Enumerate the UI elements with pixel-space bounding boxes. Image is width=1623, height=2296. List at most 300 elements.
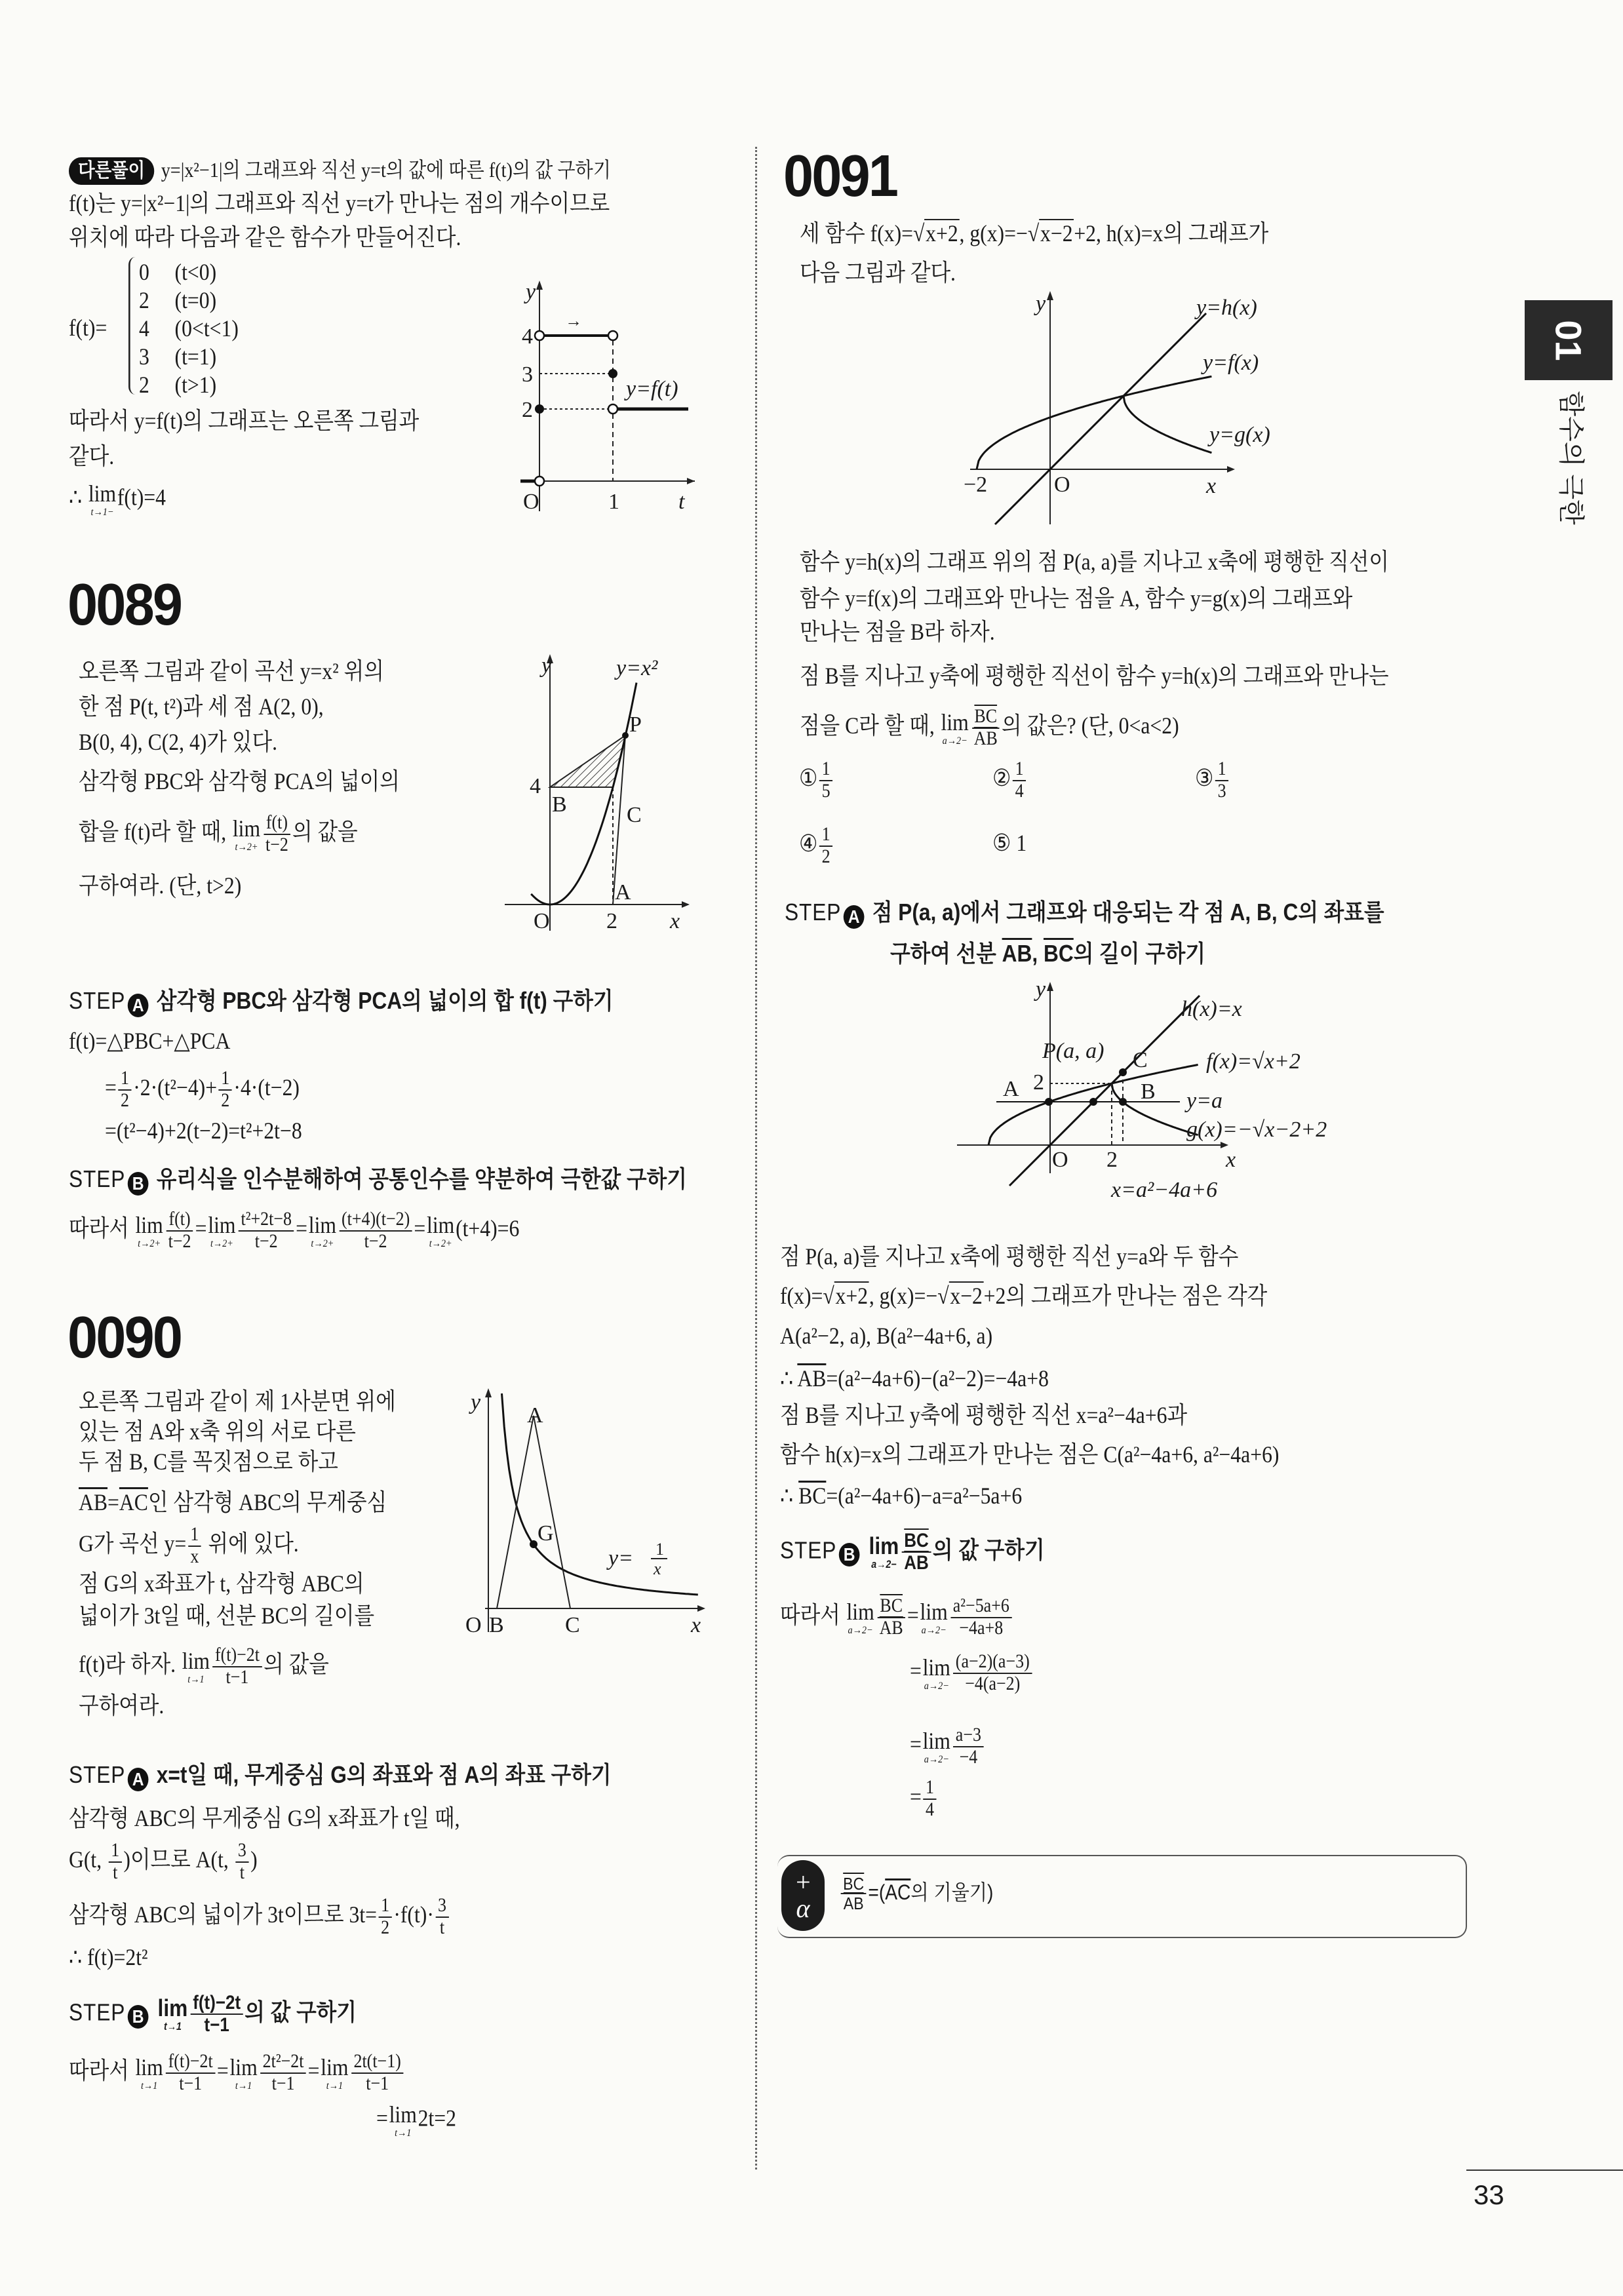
- math-text: =: [907, 1602, 919, 1629]
- numerator: f(t)−2t: [191, 1993, 243, 2015]
- limit-operator: [389, 2103, 417, 2138]
- y-axis-arrow: [536, 281, 543, 290]
- tick-2-x: 2: [1106, 1148, 1118, 1172]
- math-text: 따라서: [780, 1602, 846, 1629]
- problem-number: 0090: [68, 1305, 182, 1371]
- choice-3[interactable]: [1195, 759, 1230, 802]
- denominator: t: [239, 1861, 245, 1883]
- xb-label: x=a²−4a+6: [1111, 1178, 1218, 1202]
- case-row: 3 (t=1): [139, 343, 217, 370]
- radicand: x+2: [926, 220, 958, 246]
- point-a: [1045, 1098, 1053, 1106]
- solution-line: 삼각형 ABC의 무게중심 G의 x좌표가 t일 때,: [69, 1805, 460, 1831]
- h-label: y=h(x): [1196, 296, 1257, 320]
- math-text: 따라서: [69, 1215, 134, 1242]
- lim-word: lim: [88, 480, 117, 507]
- label-c: C: [565, 1613, 580, 1637]
- limit-operator: [208, 1213, 235, 1249]
- label-a: A: [1003, 1077, 1019, 1101]
- limit-operator: [309, 1213, 336, 1249]
- solution-line: f(t)=△PBC+△PCA: [69, 1028, 231, 1054]
- limit-operator: [920, 1600, 948, 1635]
- solution-line: [69, 1896, 450, 1939]
- problem-line: [800, 219, 1268, 248]
- numerator: 1: [819, 825, 832, 847]
- problem-line: [800, 707, 1179, 750]
- filled-point: [535, 404, 544, 414]
- math-text: +2의 그래프가 만나는 점은 각각: [983, 1283, 1268, 1309]
- fraction: [351, 2052, 403, 2095]
- fraction: [877, 1596, 905, 1639]
- alt-conclusion: 따라서 y=f(t)의 그래프는 오른쪽 그림과: [69, 408, 420, 434]
- p-label: P(a, a): [1042, 1039, 1105, 1063]
- lim-subscript: t→1: [187, 1673, 205, 1685]
- problem-line: 다음 그림과 같다.: [800, 260, 956, 286]
- numerator: t²+2t−8: [239, 1209, 294, 1232]
- limit-operator: [923, 1656, 950, 1691]
- lim-word: lim: [922, 1727, 950, 1754]
- problem-line: 한 점 P(t, t²)과 세 점 A(2, 0),: [79, 693, 324, 720]
- solution-line: =(t²−4)+2(t−2)=t²+2t−8: [105, 1118, 302, 1144]
- y-axis-arrow: [1047, 291, 1053, 300]
- label-b: B: [489, 1613, 504, 1637]
- ya-label: y=a: [1186, 1089, 1223, 1113]
- math-text: 2t=2: [418, 2105, 457, 2131]
- radicand: x−2: [950, 1283, 983, 1309]
- math-text: =(: [868, 1880, 886, 1904]
- chapter-title: 함수의 극한: [1556, 391, 1586, 525]
- math-text: ③: [1195, 765, 1214, 792]
- overlined-segment: $\overline{BC}$: [798, 1483, 827, 1509]
- denominator: 2: [121, 1089, 130, 1111]
- tick-4: 4: [522, 324, 533, 349]
- problem-line: 삼각형 PBC와 삼각형 PCA의 넓이의: [79, 768, 400, 794]
- numerator: f(t)−2t: [212, 1645, 262, 1667]
- numerator: 1: [219, 1068, 232, 1091]
- math-text: ,: [1032, 940, 1044, 967]
- solution-line: [780, 1596, 1013, 1639]
- fraction: [339, 1209, 412, 1253]
- page-number: 33: [1474, 2179, 1504, 2210]
- fraction: [263, 813, 290, 856]
- y-axis-arrow: [1047, 982, 1053, 991]
- numerator: 3: [235, 1840, 248, 1863]
- math-text: =(a²−4a+6)−a=a²−5a+6: [826, 1483, 1023, 1509]
- denominator: AB: [843, 1894, 864, 1914]
- denominator: 2: [381, 1917, 390, 1938]
- denominator: t−1: [225, 1666, 249, 1688]
- problem-line: [79, 1525, 299, 1568]
- curve-label-num: 1: [655, 1540, 664, 1559]
- problem-line: [79, 813, 358, 856]
- math-text: 점을 C라 할 때,: [800, 712, 940, 739]
- math-text: 따라서: [69, 2057, 134, 2084]
- denominator: x: [190, 1546, 199, 1567]
- math-text: ∴: [780, 1365, 798, 1391]
- denominator: t−2: [364, 1230, 387, 1252]
- overlined-segment: $\overline{AB}$: [797, 1365, 827, 1391]
- origin-label: O: [1052, 1148, 1068, 1172]
- limit-operator: [135, 2055, 163, 2091]
- math-text: 구하여 선분: [890, 940, 1002, 967]
- math-text: ⑤ 1: [992, 830, 1027, 856]
- limit-operator: [846, 1600, 874, 1635]
- math-text: 합을 f(t)라 할 때,: [79, 819, 232, 846]
- math-text: G가 곡선 y=: [79, 1530, 187, 1557]
- fraction: [212, 1645, 262, 1688]
- curve-label: y=f(t): [626, 377, 678, 401]
- case-row: 0 (t<0): [139, 259, 217, 285]
- limit-operator: [427, 1213, 454, 1249]
- denominator: AB: [904, 1551, 929, 1574]
- choice-5[interactable]: [992, 828, 1027, 858]
- lim-subscript: a→2−: [871, 1558, 897, 1570]
- radical-sign: √: [823, 1283, 834, 1309]
- lim-subscript: t→1: [163, 2020, 182, 2033]
- step-a-heading: STEP A 점 P(a, a)에서 그래프와 대응되는 각 점 A, B, C의 좌표를: [785, 897, 1384, 929]
- fraction: [924, 1778, 937, 1821]
- denominator: 4: [926, 1799, 935, 1820]
- overlined-segment: $\overline{AC}$: [119, 1489, 148, 1515]
- alt-result: [69, 482, 166, 517]
- problem-line: B(0, 4), C(2, 4)가 있다.: [79, 729, 277, 755]
- radicand: x−2: [1040, 220, 1073, 246]
- lim-word: lim: [135, 2053, 163, 2080]
- x-axis-label: x: [1226, 1148, 1236, 1172]
- solution-line: [105, 1068, 300, 1112]
- numerator: 1: [109, 1840, 122, 1863]
- lim-word: lim: [389, 2101, 417, 2128]
- label-c: C: [627, 803, 642, 827]
- lim-word: lim: [922, 1654, 950, 1681]
- math-text: 의 값을: [264, 1651, 329, 1678]
- math-text: =: [108, 1489, 119, 1515]
- triangle-abc: [497, 1416, 570, 1608]
- solution-line: ∴ f(t)=2t²: [69, 1944, 148, 1970]
- lim-subscript: t→2+: [235, 840, 258, 853]
- denominator: t−2: [254, 1230, 278, 1252]
- step-b-heading: STEP B lim a→2− $\frac{\overline{BC}}{AB}$ 의 값 구하기: [780, 1530, 1045, 1574]
- label-p: P: [629, 712, 642, 737]
- step-badge: A: [844, 905, 865, 929]
- fraction: [119, 1068, 132, 1112]
- numerator: 1: [188, 1525, 201, 1547]
- step-b-heading: STEP B lim t→1 $\frac{f(t)-2t}{t-1}$ 의 값 구하기: [69, 1992, 357, 2036]
- math-text: =: [376, 2105, 388, 2131]
- problem-line: 있는 점 A와 x축 위의 서로 다른: [79, 1418, 356, 1445]
- hyperbola-graph: [459, 1383, 708, 1645]
- open-point: [535, 477, 544, 486]
- solution-line: [376, 2103, 456, 2138]
- g-label: g(x)=−√x−2+2: [1186, 1118, 1327, 1142]
- math-text: 세 함수 f(x)=: [800, 220, 914, 246]
- open-point: [535, 331, 544, 340]
- y-axis-label: y: [1036, 977, 1046, 1002]
- limit-operator: [182, 1649, 210, 1684]
- fraction: [166, 2052, 215, 2095]
- label-c: C: [1133, 1048, 1148, 1072]
- plus-alpha-icon: + α: [781, 1860, 825, 1931]
- lim-word: lim: [135, 1211, 163, 1238]
- point-c: [1119, 1068, 1127, 1076]
- square-root: [913, 219, 959, 246]
- problem-line: 점 B를 지나고 y축에 평행한 직선이 함수 y=h(x)의 그래프와 만나는: [800, 663, 1389, 689]
- fraction: [841, 1875, 867, 1913]
- t-axis-label: t: [678, 490, 685, 514]
- denominator: t−1: [271, 2072, 295, 2094]
- problem-line: [79, 1645, 329, 1688]
- fraction: [953, 1725, 983, 1768]
- lim-word: lim: [920, 1598, 948, 1625]
- label-a: A: [615, 880, 631, 905]
- denominator: 5: [821, 780, 831, 802]
- denominator: 2: [821, 846, 831, 867]
- chapter-number: 01: [1548, 319, 1590, 361]
- math-text: =: [910, 1731, 922, 1758]
- lim-subscript: t→2+: [138, 1237, 161, 1249]
- case-row: 2 (t>1): [139, 372, 217, 398]
- math-text: ·2·(t²−4)+: [133, 1074, 218, 1101]
- limit-operator: [88, 482, 116, 517]
- lim-word: lim: [208, 1211, 236, 1238]
- choice-2[interactable]: [992, 759, 1028, 802]
- label-b: B: [552, 792, 567, 817]
- numerator: 1: [119, 1068, 132, 1091]
- overlined-segment: $\overline{AC}$: [885, 1880, 911, 1904]
- lim-subscript: a→2−: [848, 1624, 873, 1636]
- function-graph: [944, 282, 1311, 531]
- fraction: [235, 1840, 248, 1884]
- tick-1: 1: [608, 490, 619, 514]
- solution-line: [910, 1725, 985, 1768]
- tick-2: 2: [522, 398, 533, 422]
- overlined-segment: $\overline{AB}$: [79, 1489, 108, 1515]
- fraction: [819, 759, 832, 802]
- math-text: =: [296, 1215, 308, 1242]
- numerator: $\overline{BC}$: [878, 1596, 905, 1618]
- lim-subscript: t→1: [140, 2079, 158, 2092]
- problem-line: 오른쪽 그림과 같이 곡선 y=x² 위의: [79, 658, 384, 684]
- piecewise-lhs: f(t)=: [69, 315, 108, 341]
- numerator: 1: [1215, 759, 1228, 781]
- x-axis-label: x: [1206, 474, 1217, 498]
- fraction: [219, 1068, 232, 1112]
- origin-label: O: [1054, 473, 1070, 497]
- numerator: (a−2)(a−3): [953, 1652, 1032, 1674]
- denominator: AB: [973, 728, 998, 749]
- denominator: −4: [959, 1746, 978, 1768]
- step-b-heading: STEP B 유리식을 인수분해하여 공통인수를 약분하여 극한값 구하기: [69, 1164, 687, 1196]
- label-b: B: [1141, 1080, 1156, 1104]
- step-badge: B: [128, 2005, 149, 2029]
- numerator: f(t): [166, 1209, 193, 1232]
- step-a-heading-cont: [890, 939, 1205, 968]
- problem-line: 함수 y=f(x)의 그래프와 만나는 점을 A, 함수 y=g(x)의 그래프와: [800, 585, 1353, 612]
- math-text: 인 삼각형 ABC의 무게중심: [147, 1489, 387, 1515]
- overlined-segment: $\overline{BC}$: [1043, 940, 1074, 967]
- denominator: t−2: [265, 834, 288, 855]
- origin-label: O: [523, 490, 539, 514]
- denominator: t: [439, 1917, 445, 1938]
- math-text: , g(x)=−: [869, 1283, 938, 1309]
- math-text: 의 값 구하기: [932, 1536, 1045, 1564]
- math-text: f(t)=4: [117, 484, 166, 511]
- solution-line: [910, 1778, 938, 1821]
- lim-subscript: a→2−: [924, 1753, 949, 1765]
- tick-3: 3: [522, 362, 533, 387]
- x-axis-label: x: [670, 909, 680, 933]
- origin-label: O: [534, 909, 550, 933]
- open-point: [608, 404, 617, 414]
- fraction: [950, 1596, 1011, 1639]
- numerator: f(t): [264, 813, 290, 835]
- denominator: −4a+8: [959, 1617, 1004, 1639]
- lim-subscript: t→1−: [90, 506, 114, 518]
- alt-solution-heading: y=|x²−1|의 그래프와 직선 y=t의 값에 따른 f(t)의 값 구하기: [161, 158, 611, 182]
- case-row: 4 (0<t<1): [139, 315, 239, 341]
- point-g: [530, 1540, 538, 1548]
- x-axis-arrow: [697, 1605, 705, 1612]
- square-root: [823, 1281, 869, 1309]
- alt-solution-badge: 다른풀이: [69, 157, 154, 185]
- denominator: 4: [1015, 780, 1024, 802]
- fraction: [819, 825, 832, 868]
- denominator: 3: [1217, 780, 1226, 802]
- lim-word: lim: [321, 2053, 349, 2080]
- numerator: a²−5a+6: [950, 1596, 1011, 1618]
- limit-operator: [869, 1534, 899, 1570]
- numerator: 1: [1013, 759, 1026, 781]
- step-function-graph: [511, 275, 708, 518]
- column-divider: [755, 147, 757, 2170]
- fraction: [1013, 759, 1026, 802]
- denominator: t−1: [179, 2072, 203, 2094]
- solution-line: 점 P(a, a)를 지나고 x축에 평행한 직선 y=a와 두 함수: [780, 1243, 1239, 1270]
- limit-operator: [229, 2055, 257, 2091]
- tick-2: 2: [606, 909, 617, 933]
- tick-minus-2: −2: [964, 473, 988, 497]
- denominator: t−1: [204, 2014, 229, 2036]
- t-axis-arrow: [687, 478, 695, 484]
- fraction: [436, 1896, 449, 1939]
- lim-subscript: a→2−: [942, 734, 968, 747]
- y-axis-label: y: [471, 1390, 481, 1414]
- denominator: t−1: [366, 2072, 389, 2094]
- overlined-segment: $\overline{AB}$: [1002, 940, 1032, 967]
- label-a: A: [527, 1403, 543, 1428]
- curve-label: y=x²: [616, 656, 658, 680]
- lim-word: lim: [229, 2053, 258, 2080]
- fraction: [109, 1840, 122, 1884]
- solution-line: [69, 2052, 405, 2095]
- problem-line: 구하여라.: [79, 1692, 165, 1719]
- math-text: =: [414, 1215, 426, 1242]
- fraction: [953, 1652, 1032, 1695]
- denominator: −4(a−2): [965, 1673, 1021, 1694]
- problem-line: 만나는 점을 B라 하자.: [800, 619, 995, 645]
- fraction: [188, 1525, 201, 1568]
- radicand: x+2: [835, 1283, 869, 1309]
- step-a-heading: STEP A x=t일 때, 무게중심 G의 좌표와 점 A의 좌표 구하기: [69, 1760, 611, 1791]
- step-badge: A: [128, 994, 149, 1017]
- denominator: t: [113, 1861, 118, 1883]
- math-text: G(t,: [69, 1846, 108, 1873]
- limit-operator: [233, 817, 260, 852]
- fraction: [239, 1209, 294, 1253]
- lim-word: lim: [427, 1211, 455, 1238]
- step-badge: B: [128, 1172, 149, 1196]
- step-badge: B: [839, 1543, 860, 1566]
- choice-4[interactable]: [799, 825, 834, 868]
- math-text: 삼각형 ABC의 넓이가 3t이므로 3t=: [69, 1901, 378, 1928]
- fraction: [379, 1896, 392, 1939]
- arrow-icon: →: [565, 311, 582, 330]
- curve-label-pre: y=: [608, 1546, 634, 1570]
- numerator: f(t)−2t: [166, 2052, 215, 2074]
- problem-number: 0091: [783, 144, 897, 209]
- math-text: 의 값 구하기: [244, 1998, 357, 2026]
- solution-line: 점 B를 지나고 y축에 평행한 직선 x=a²−4a+6과: [780, 1402, 1188, 1428]
- numerator: 1: [379, 1896, 392, 1918]
- footer-rule: [1466, 2170, 1623, 2171]
- problem-line: 점 G의 x좌표가 t, 삼각형 ABC의: [79, 1570, 364, 1597]
- lim-word: lim: [846, 1598, 874, 1625]
- math-text: =: [910, 1783, 922, 1810]
- numerator: a−3: [953, 1725, 983, 1747]
- filled-point: [608, 369, 617, 378]
- y-axis-label: y: [1036, 292, 1046, 316]
- fraction: [971, 707, 1000, 750]
- step-a-heading: STEP A 삼각형 PBC와 삼각형 PCA의 넓이의 합 f(t) 구하기: [69, 986, 613, 1017]
- piecewise-brace: [128, 257, 138, 395]
- case-row: 2 (t=0): [139, 287, 217, 313]
- math-text: =(a²−4a+6)−(a²−2)=−4a+8: [826, 1365, 1049, 1391]
- solution-line: 함수 h(x)=x의 그래프가 만나는 점은 C(a²−4a+6, a²−4a+6): [780, 1441, 1280, 1468]
- step-badge: A: [128, 1768, 149, 1791]
- numerator: $\overline{BC}$: [841, 1875, 867, 1894]
- radical-sign: √: [1027, 220, 1040, 246]
- limit-operator: [321, 2055, 348, 2091]
- numerator: 3: [436, 1896, 449, 1918]
- g-label: y=g(x): [1209, 423, 1270, 447]
- math-text: ④: [799, 830, 818, 857]
- h-label: h(x)=x: [1181, 997, 1242, 1021]
- math-text: ·4·(t−2): [233, 1074, 300, 1101]
- limit-operator: [135, 1213, 163, 1249]
- curve-label-den: x: [654, 1559, 661, 1578]
- denominator: 2: [221, 1089, 230, 1111]
- x-axis-arrow: [1227, 466, 1235, 473]
- y-axis-label: y: [541, 653, 552, 678]
- lim-subscript: t→2+: [429, 1237, 452, 1249]
- f-label: y=f(x): [1203, 351, 1259, 375]
- lim-subscript: a→2−: [924, 1679, 949, 1692]
- alt-line: 위치에 따라 다음과 같은 함수가 만들어진다.: [69, 224, 461, 250]
- chapter-tab: [1525, 300, 1613, 380]
- problem-line: 구하여라. (단, t>2): [79, 872, 242, 899]
- numerator: $\overline{BC}$: [972, 707, 1000, 729]
- math-text: 의 값은? (단, 0<a<2): [1001, 712, 1179, 739]
- lim-subscript: t→1: [326, 2079, 343, 2092]
- math-text: )이므로 A(t,: [123, 1846, 234, 1873]
- solution-line: A(a²−2, a), B(a²−4a+6, a): [780, 1323, 993, 1349]
- lim-subscript: t→1: [395, 2127, 412, 2139]
- math-text: ): [250, 1846, 258, 1873]
- choice-1[interactable]: [799, 759, 834, 802]
- square-root: [937, 1281, 983, 1309]
- origin-label: O: [465, 1613, 482, 1637]
- numerator: $\overline{BC}$: [902, 1530, 931, 1553]
